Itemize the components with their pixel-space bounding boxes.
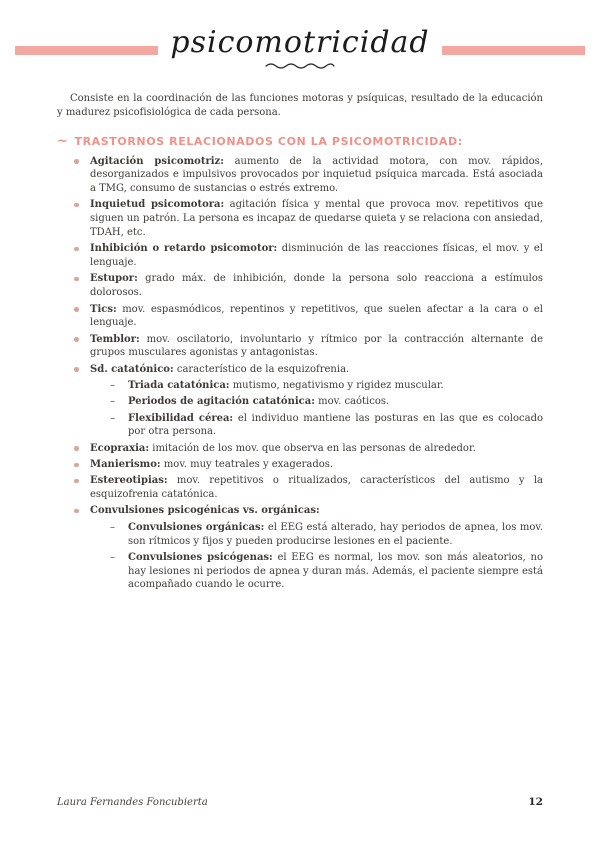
item-term: Agitación psicomotriz: (90, 155, 224, 167)
list-item (57, 504, 543, 518)
sub-list-item (57, 379, 543, 393)
item-term: Tics: (90, 303, 117, 315)
bullet-icon (74, 159, 79, 164)
bullet-icon (74, 277, 79, 282)
list-item (57, 198, 543, 239)
list-item (57, 363, 543, 377)
tilde-icon: ~ (57, 133, 69, 149)
subitem-term: Triada catatónica: (128, 380, 230, 392)
subitem-text: mutismo, negativismo y rigidez muscular. (232, 380, 444, 392)
section-heading-text: TRASTORNOS RELACIONADOS CON LA PSICOMOTRICIDAD: (74, 134, 463, 148)
bullet-icon (74, 337, 79, 342)
item-text: mov. muy teatrales y exagerados. (163, 459, 334, 471)
bullet-icon (74, 463, 79, 468)
item-text: agitación física y mental que provoca mov. repetitivos que siguen un patrón. La persona es incapaz de quedarse quieta y se relaciona con ansiedad, TDAH, etc. (90, 199, 543, 239)
item-text: aumento de la actividad motora, con mov. rápidos, desorganizados e impulsivos provocados por inquietud psíquica marcada. Está asociada a TMG, consumo de sustancias o estrés extremo. (90, 155, 543, 195)
item-text: mov. repetitivos o ritualizados, característicos del autismo y la esquizofrenia catatónica. (90, 475, 543, 501)
item-text: mov. oscilatorio, involuntario y rítmico por la contracción alternante de grupos musculares agonistas y antagonistas. (90, 333, 543, 359)
page-footer (57, 796, 543, 808)
bullet-icon (74, 203, 79, 208)
sub-list-item (57, 412, 543, 440)
bullet-icon (74, 479, 79, 484)
subitem-term: Convulsiones psicógenas: (128, 551, 273, 563)
subitem-text: el individuo mantiene las posturas en las que es colocado por otra persona. (128, 412, 544, 438)
subitem-term: Flexibilidad cérea: (128, 412, 234, 424)
header-bar-right (442, 46, 585, 55)
footer-page-number: 12 (528, 796, 543, 808)
item-term: Estupor: (90, 273, 138, 285)
bullet-icon (74, 307, 79, 312)
bullet-icon (74, 509, 79, 514)
subitem-term: Convulsiones orgánicas: (128, 521, 265, 533)
page-header (0, 0, 600, 70)
bullet-icon (74, 247, 79, 252)
subitem-text: el EEG es normal, los mov. son más aleatorios, no hay lesiones ni periodos de apnea y duran más. Además, el paciente siempre está acompañado cuando le ocurre. (128, 551, 543, 591)
list-item (57, 272, 543, 300)
squiggle-underline-icon (264, 61, 336, 70)
item-text: grado máx. de inhibición, donde la persona solo reacciona a estímulos dolorosos. (90, 273, 543, 299)
item-term: Manierismo: (90, 459, 161, 471)
item-text: característico de la esquizofrenia. (176, 363, 350, 375)
item-text: disminución de las reacciones físicas, el mov. y el lenguaje. (90, 243, 544, 269)
section-heading (57, 135, 543, 148)
subitem-text: el EEG está alterado, hay periodos de apnea, los mov. son rítmicos y fijos y pueden producirse lesiones en el paciente. (128, 521, 543, 547)
list-item (57, 303, 543, 331)
header-bar-left (15, 46, 158, 55)
item-term: Sd. catatónico: (90, 363, 174, 375)
item-term: Inquietud psicomotora: (90, 199, 225, 211)
page-content (0, 92, 600, 592)
subitem-text: mov. caóticos. (318, 396, 390, 408)
bullet-icon (74, 367, 79, 372)
item-text: mov. espasmódicos, repentinos y repetitivos, que suelen afectar a la cara o el lenguaje. (90, 303, 544, 329)
sub-list-item (57, 395, 543, 409)
title-wrap (158, 25, 441, 70)
item-term: Temblor: (90, 333, 140, 345)
list-item (57, 458, 543, 472)
item-term: Inhibición o retardo psicomotor: (90, 243, 278, 255)
footer-author: Laura Fernandes Foncubierta (57, 797, 208, 808)
item-text: imitación de los mov. que observa en las personas de alrededor. (152, 442, 476, 454)
disorders-list (57, 155, 543, 593)
list-item (57, 442, 543, 456)
page-title: psicomotricidad (170, 25, 430, 60)
bullet-icon (74, 446, 79, 451)
item-term: Convulsiones psicogénicas vs. orgánicas: (90, 505, 320, 517)
list-item (57, 242, 543, 270)
list-item (57, 333, 543, 361)
sub-list-item (57, 521, 543, 549)
list-item (57, 474, 543, 502)
intro-paragraph: Consiste en la coordinación de las funciones motoras y psíquicas, resultado de la educación y madurez psicofisiológica de cada persona. (57, 93, 543, 118)
list-item (57, 155, 543, 196)
subitem-term: Periodos de agitación catatónica: (128, 396, 315, 408)
sub-list-item (57, 551, 543, 592)
item-term: Ecopraxia: (90, 442, 150, 454)
item-term: Estereotipias: (90, 475, 168, 487)
